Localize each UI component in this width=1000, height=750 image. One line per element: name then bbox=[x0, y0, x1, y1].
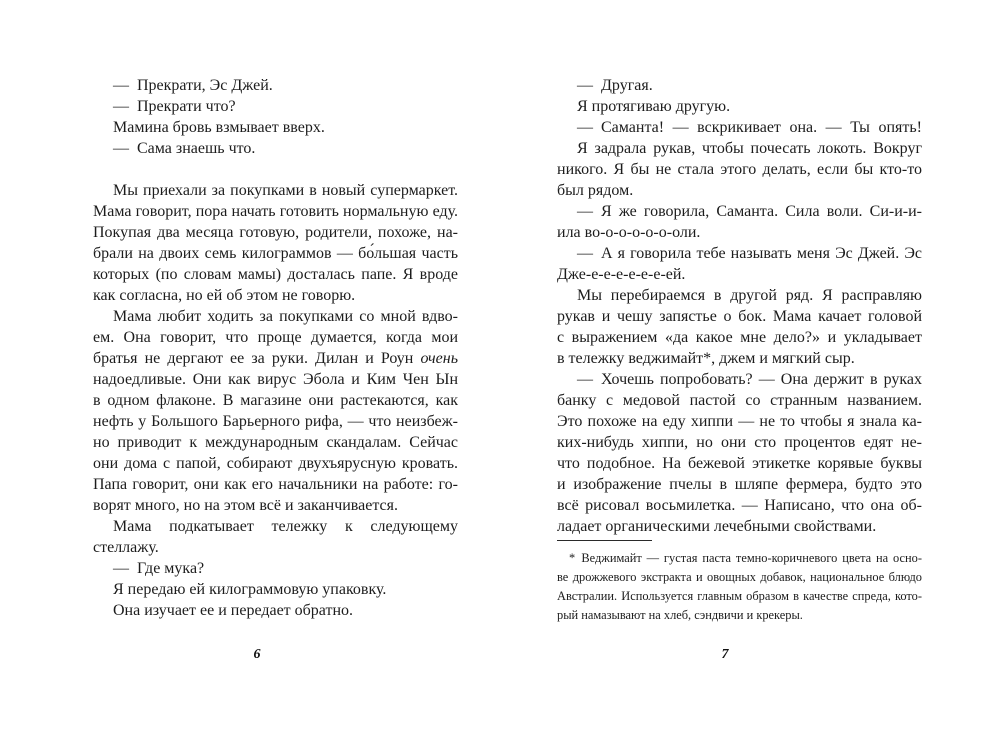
text-line: — Где мука? bbox=[113, 560, 205, 577]
text-line: — Другая. bbox=[577, 77, 653, 94]
text-line: Папа говорит, они как его начальники на работе: го- bbox=[93, 476, 458, 493]
text-line: — Хочешь попробовать? — Она держит в руках bbox=[577, 371, 922, 388]
text-line: был рядом. bbox=[557, 182, 634, 199]
text-line: ких-нибудь хиппи, но они сто процентов едят не- bbox=[557, 434, 922, 451]
text-line: — Саманта! — вскрикивает она. — Ты опять! bbox=[577, 119, 922, 136]
paragraph bbox=[93, 600, 458, 621]
text-line: ем. Она говорит, что проще думается, когда мои bbox=[93, 329, 458, 346]
paragraph bbox=[93, 138, 458, 159]
footnote-separator bbox=[557, 540, 652, 541]
text-line: Покупая два месяца готовую, родители, похоже, на- bbox=[93, 224, 458, 241]
footnote-text bbox=[557, 549, 922, 625]
page-right bbox=[500, 0, 1000, 750]
text-line: — А я говорила тебе называть меня Эс Джей. Эс bbox=[577, 245, 922, 262]
text-line: ила во-о-о-о-о-о-оли. bbox=[557, 224, 701, 241]
text-line: Это похоже на еду хиппи — не то чтобы я знала ка- bbox=[557, 413, 922, 430]
paragraph bbox=[557, 285, 922, 369]
text-line: но приводит к международным скандалам. Сейчас bbox=[93, 434, 458, 451]
text-line: — Прекрати что? bbox=[113, 98, 236, 115]
text-line: брали на двоих семь килограммов — бо́льшая часть bbox=[93, 245, 458, 262]
text-line: с выражением «да какое мне дело?» и укладывает bbox=[557, 329, 922, 346]
text-line: рукав и чешу запястье о бок. Мама качает головой bbox=[557, 308, 922, 325]
paragraph bbox=[557, 117, 922, 138]
text-line: ворят много, но на этом всё и заканчивается. bbox=[93, 497, 398, 514]
page-number-left: 6 bbox=[253, 647, 261, 662]
text-line: стеллажу. bbox=[93, 539, 159, 556]
paragraph bbox=[557, 549, 922, 625]
page-number-right: 7 bbox=[721, 647, 729, 662]
paragraph bbox=[93, 117, 458, 138]
text-line: Австралии. Используется главным образом в качестве спреда, кото- bbox=[557, 589, 922, 603]
paragraph bbox=[93, 558, 458, 579]
paragraph bbox=[557, 138, 922, 201]
text-line: ве дрожжевого экстракта и овощных добавок, национальное блюдо bbox=[557, 570, 922, 584]
text-line: в одном флаконе. В магазине они растекаются, как bbox=[93, 392, 458, 409]
text-line: — Сама знаешь что. bbox=[113, 140, 256, 157]
paragraph bbox=[557, 243, 922, 285]
text-line: братья не дергают ее за руки. Дилан и Роун очень bbox=[93, 350, 458, 367]
text-line: * Веджимайт — густая паста темно-коричневого цвета на осно- bbox=[569, 551, 922, 565]
footnote bbox=[557, 540, 922, 625]
text-line: и изображение пчелы в шляпе фермера, будто это bbox=[557, 476, 922, 493]
paragraph bbox=[93, 516, 458, 558]
text-line: нефть у Большого Барьерного рифа, — что неизбеж- bbox=[93, 413, 458, 430]
paragraph bbox=[557, 75, 922, 96]
text-line: Мы приехали за покупками в новый супермаркет. bbox=[113, 182, 458, 199]
paragraph bbox=[557, 201, 922, 243]
text-line: в тележку веджимайт*, джем и мягкий сыр. bbox=[557, 350, 855, 367]
paragraph bbox=[557, 369, 922, 537]
text-line: что подобное. На бежевой этикетке корявые буквы bbox=[557, 455, 922, 472]
text-line: никого. Я бы не стала этого делать, если бы кто-то bbox=[557, 161, 922, 178]
text-line: которых (по словам мамы) досталась папе. Я вроде bbox=[93, 266, 458, 283]
text-line: — Прекрати, Эс Джей. bbox=[113, 77, 273, 94]
text-line: Я задрала рукав, чтобы почесать локоть. Вокруг bbox=[577, 140, 922, 157]
paragraph bbox=[557, 96, 922, 117]
paragraph bbox=[93, 579, 458, 600]
paragraph bbox=[93, 96, 458, 117]
page-left-text bbox=[93, 75, 458, 621]
text-line: надоедливые. Они как вирус Эбола и Ким Чен Ын bbox=[93, 371, 458, 388]
text-line: банку с медовой пастой со странным названием. bbox=[557, 392, 922, 409]
text-line: Она изучает ее и передает обратно. bbox=[113, 602, 354, 619]
text-line: Мама любит ходить за покупками со мной вдво- bbox=[113, 308, 458, 325]
paragraph bbox=[93, 180, 458, 306]
text-line: Мы перебираемся в другой ряд. Я расправляю bbox=[577, 287, 922, 304]
paragraph bbox=[93, 75, 458, 96]
text-line: Мамина бровь взмывает вверх. bbox=[113, 119, 325, 136]
text-line: Мама говорит, пора начать готовить нормальную еду. bbox=[93, 203, 458, 220]
text-line: ладает органическими лечебными свойствами. bbox=[557, 518, 877, 535]
page-right-text bbox=[557, 75, 922, 537]
text-line: Я протягиваю другую. bbox=[577, 98, 731, 115]
text-line: они дома с папой, собирают двухъярусную кровать. bbox=[93, 455, 458, 472]
text-line: Мама подкатывает тележку к следующему bbox=[113, 518, 458, 535]
text-line: Я передаю ей килограммовую упаковку. bbox=[113, 581, 387, 598]
paragraph bbox=[93, 306, 458, 516]
text-line: как согласна, но ей об этом не говорю. bbox=[93, 287, 356, 304]
text-line: — Я же говорила, Саманта. Сила воли. Си-и-и- bbox=[577, 203, 922, 220]
text-line: Дже-е-е-е-е-е-е-ей. bbox=[557, 266, 686, 283]
text-line: рый намазывают на хлеб, сэндвичи и крекеры. bbox=[557, 608, 803, 622]
text-line: всё рисовал восьмилетка. — Написано, что она об- bbox=[557, 497, 922, 514]
